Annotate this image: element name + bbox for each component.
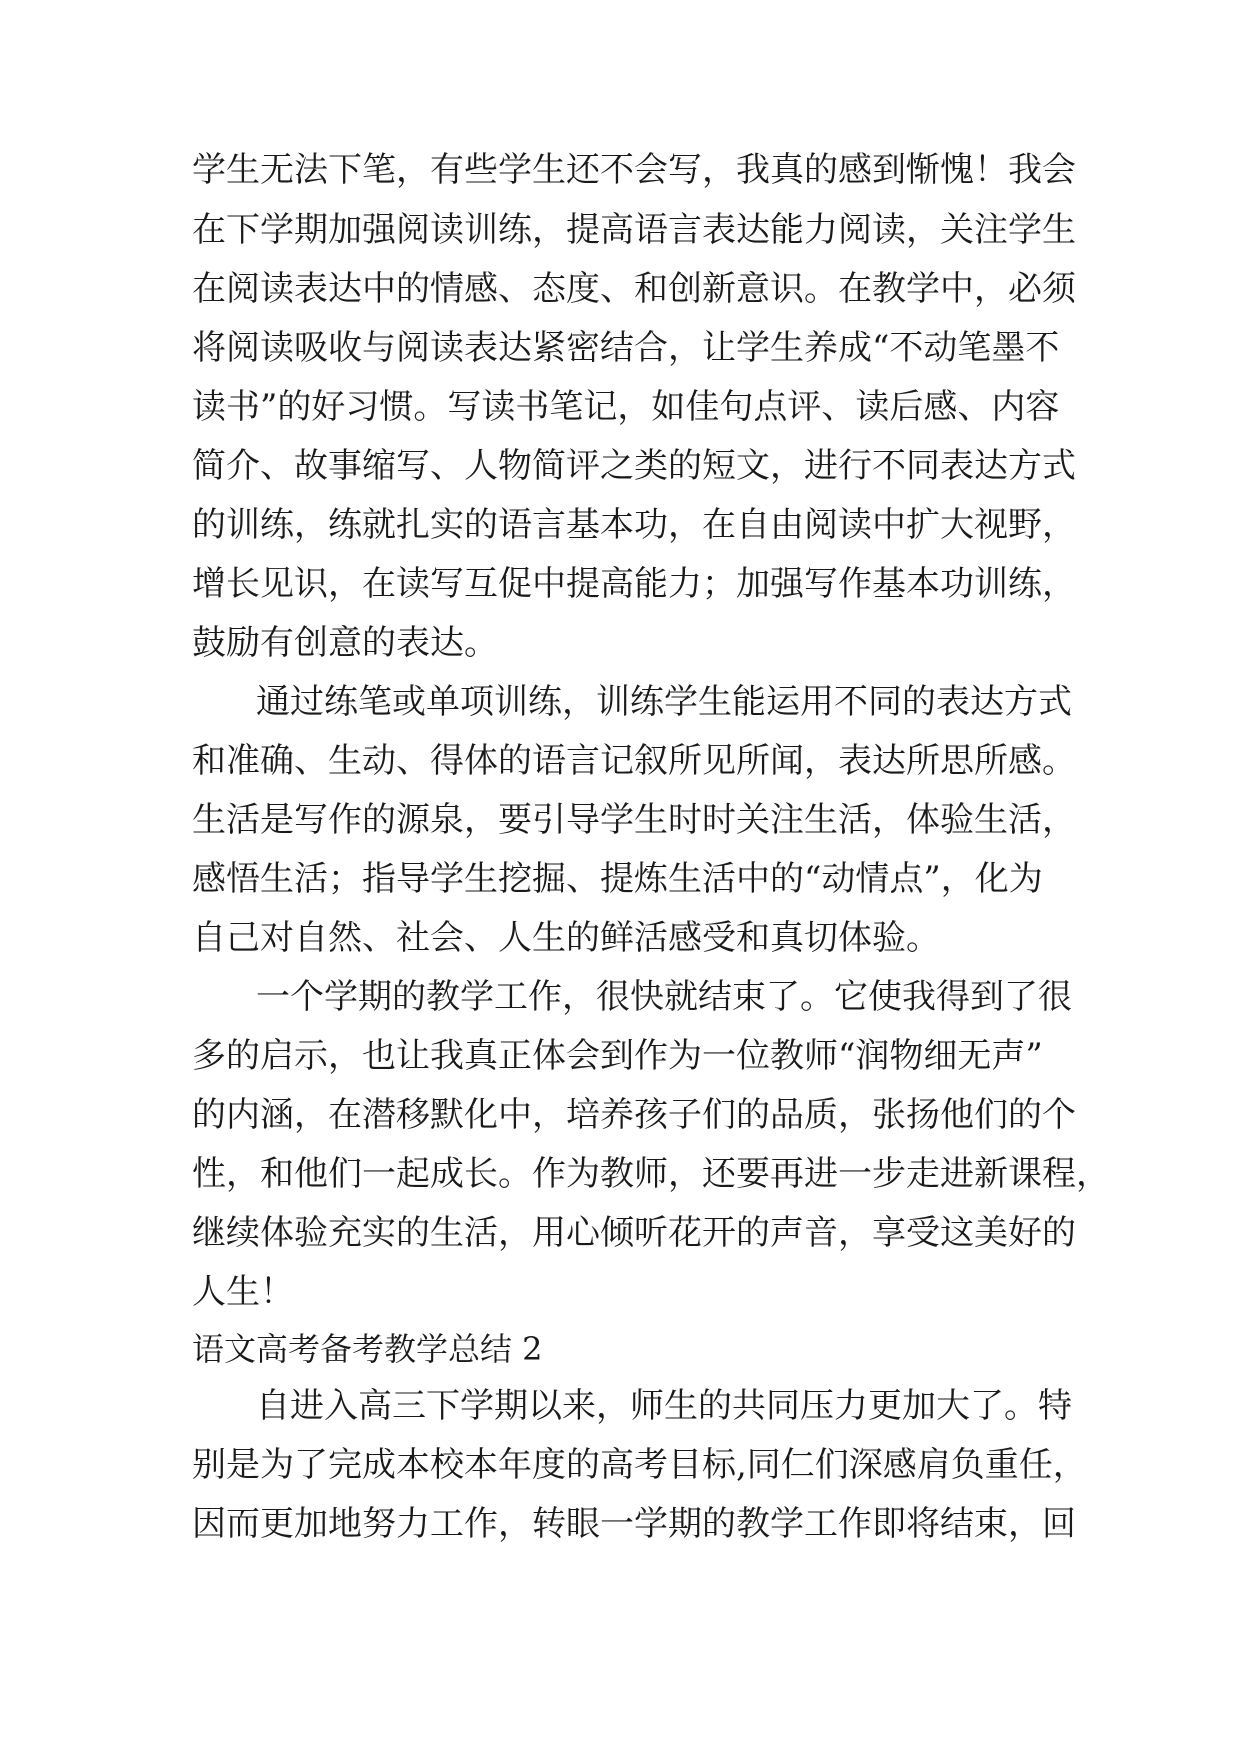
text-line: 在下学期加强阅读训练，提高语言表达能力阅读，关注学生	[192, 210, 1076, 250]
paragraph-first-line: 自进入高三下学期以来，师生的共同压力更加大了。特	[256, 1386, 1072, 1426]
text-line: 和准确、生动、得体的语言记叙所见所闻，表达所思所感。	[192, 741, 1076, 781]
text-line: 简介、故事缩写、人物简评之类的短文，进行不同表达方式	[192, 446, 1076, 486]
paragraph-first-line: 通过练笔或单项训练，训练学生能运用不同的表达方式	[256, 682, 1072, 722]
text-line: 感悟生活；指导学生挖掘、提炼生活中的“动情点”，化为	[192, 859, 1043, 899]
section-heading: 语文高考备考教学总结 2	[192, 1330, 543, 1368]
text-line: 多的启示，也让我真正体会到作为一位教师“润物细无声”	[192, 1036, 1043, 1076]
text-line: 鼓励有创意的表达。	[192, 623, 498, 663]
text-line: 继续体验充实的生活，用心倾听花开的声音，享受这美好的	[192, 1213, 1076, 1253]
paragraph-first-line: 一个学期的教学工作，很快就结束了。它使我得到了很	[256, 977, 1072, 1017]
text-line: 生活是写作的源泉，要引导学生时时关注生活，体验生活，	[192, 800, 1076, 840]
text-line: 人生！	[192, 1272, 294, 1312]
text-line: 性，和他们一起成长。作为教师，还要再进一步走进新课程，	[192, 1154, 1110, 1194]
text-line: 增长见识，在读写互促中提高能力；加强写作基本功训练，	[192, 564, 1076, 604]
text-line: 因而更加地努力工作，转眼一学期的教学工作即将结束，回	[192, 1504, 1076, 1544]
text-line: 学生无法下笔，有些学生还不会写，我真的感到惭愧！我会	[192, 150, 1076, 190]
text-line: 自己对自然、社会、人生的鲜活感受和真切体验。	[192, 918, 940, 958]
text-line: 别是为了完成本校本年度的高考目标,同仁们深感肩负重任，	[192, 1445, 1087, 1485]
text-line: 在阅读表达中的情感、态度、和创新意识。在教学中，必须	[192, 269, 1076, 309]
text-line: 的训练，练就扎实的语言基本功，在自由阅读中扩大视野，	[192, 505, 1076, 545]
text-line: 的内涵，在潜移默化中，培养孩子们的品质，张扬他们的个	[192, 1095, 1076, 1135]
text-line: 将阅读吸收与阅读表达紧密结合，让学生养成“不动笔墨不	[192, 328, 1060, 368]
text-line: 读书”的好习惯。写读书笔记，如佳句点评、读后感、内容	[192, 387, 1060, 427]
